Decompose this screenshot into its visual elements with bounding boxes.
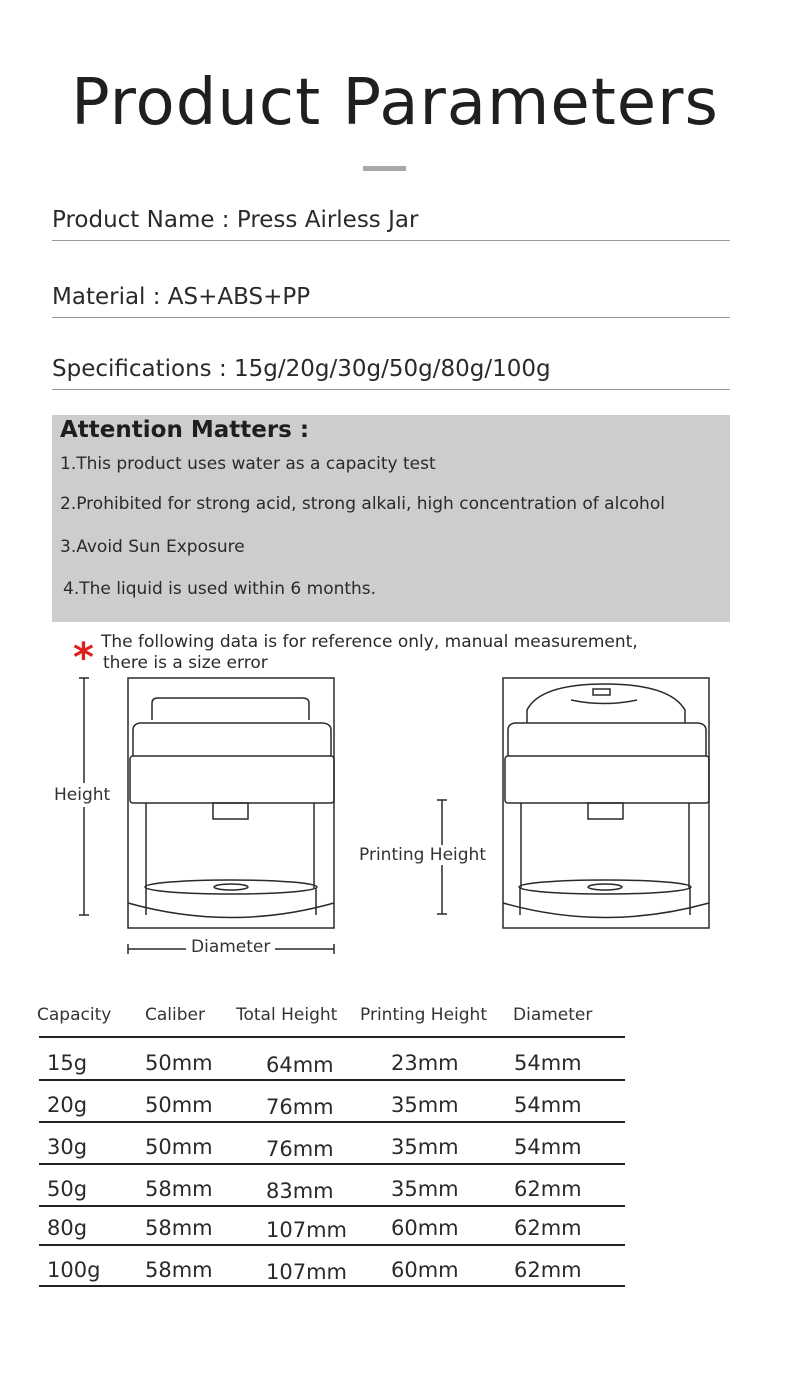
jar-diagram-drawing bbox=[0, 670, 790, 970]
jar-open-icon bbox=[503, 678, 709, 928]
table-cell: 83mm bbox=[266, 1179, 334, 1203]
param-material-text: Material : AS+ABS+PP bbox=[52, 284, 311, 310]
param-product-name-text: Product Name : Press Airless Jar bbox=[52, 207, 419, 233]
table-cell: 50mm bbox=[145, 1093, 213, 1117]
table-cell: 80g bbox=[47, 1216, 88, 1240]
table-cell: 107mm bbox=[266, 1218, 347, 1242]
table-cell: 62mm bbox=[514, 1177, 582, 1201]
table-header-printing-height: Printing Height bbox=[360, 1005, 487, 1025]
attention-item: 4.The liquid is used within 6 months. bbox=[63, 579, 377, 599]
table-cell: 50mm bbox=[145, 1135, 213, 1159]
param-specifications-text: Specifications : 15g/20g/30g/50g/80g/100g bbox=[52, 356, 551, 382]
table-cell: 58mm bbox=[145, 1258, 213, 1282]
attention-item: 2.Prohibited for strong acid, strong alkali, high concentration of alcohol bbox=[60, 494, 665, 514]
table-cell: 20g bbox=[47, 1093, 88, 1117]
table-cell: 54mm bbox=[514, 1135, 582, 1159]
table-cell: 107mm bbox=[266, 1260, 347, 1284]
table-cell: 60mm bbox=[391, 1216, 459, 1240]
table-cell: 35mm bbox=[391, 1135, 459, 1159]
title-divider bbox=[363, 166, 406, 171]
table-cell: 54mm bbox=[514, 1093, 582, 1117]
table-divider bbox=[39, 1121, 625, 1123]
param-product-name bbox=[52, 209, 730, 241]
table-header-capacity: Capacity bbox=[37, 1005, 112, 1025]
table-divider bbox=[39, 1163, 625, 1165]
table-header-caliber: Caliber bbox=[145, 1005, 205, 1025]
table-cell: 58mm bbox=[145, 1216, 213, 1240]
attention-title: Attention Matters : bbox=[60, 417, 310, 443]
table-cell: 60mm bbox=[391, 1258, 459, 1282]
table-cell: 62mm bbox=[514, 1216, 582, 1240]
note-text-line-2: there is a size error bbox=[103, 653, 268, 673]
table-cell: 64mm bbox=[266, 1053, 334, 1077]
param-material bbox=[52, 286, 730, 318]
table-divider bbox=[39, 1079, 625, 1081]
page-title: Product Parameters bbox=[71, 66, 719, 140]
attention-item: 1.This product uses water as a capacity test bbox=[60, 454, 436, 474]
table-divider bbox=[39, 1244, 625, 1246]
table-cell: 54mm bbox=[514, 1051, 582, 1075]
jar-closed-icon bbox=[128, 678, 334, 928]
table-cell: 35mm bbox=[391, 1177, 459, 1201]
table-cell: 76mm bbox=[266, 1137, 334, 1161]
table-header-diameter: Diameter bbox=[513, 1005, 593, 1025]
table-cell: 23mm bbox=[391, 1051, 459, 1075]
table-divider bbox=[39, 1285, 625, 1287]
jar-dimension-diagram bbox=[0, 670, 790, 970]
note-text-line-1: The following data is for reference only, manual measurement, bbox=[101, 632, 638, 652]
attention-box bbox=[52, 415, 730, 622]
asterisk-icon: * bbox=[73, 635, 94, 681]
table-cell: 30g bbox=[47, 1135, 88, 1159]
table-cell: 50mm bbox=[145, 1051, 213, 1075]
table-cell: 62mm bbox=[514, 1258, 582, 1282]
table-cell: 58mm bbox=[145, 1177, 213, 1201]
table-cell: 50g bbox=[47, 1177, 88, 1201]
attention-item: 3.Avoid Sun Exposure bbox=[60, 537, 245, 557]
table-divider bbox=[39, 1036, 625, 1038]
table-cell: 35mm bbox=[391, 1093, 459, 1117]
height-label: Height bbox=[54, 785, 111, 805]
diameter-label: Diameter bbox=[186, 937, 275, 957]
table-divider bbox=[39, 1205, 625, 1207]
table-cell: 15g bbox=[47, 1051, 88, 1075]
table-cell: 76mm bbox=[266, 1095, 334, 1119]
param-specifications bbox=[52, 358, 730, 390]
table-cell: 100g bbox=[47, 1258, 101, 1282]
table-header-total-height: Total Height bbox=[236, 1005, 338, 1025]
printing-height-label: Printing Height bbox=[359, 845, 486, 865]
